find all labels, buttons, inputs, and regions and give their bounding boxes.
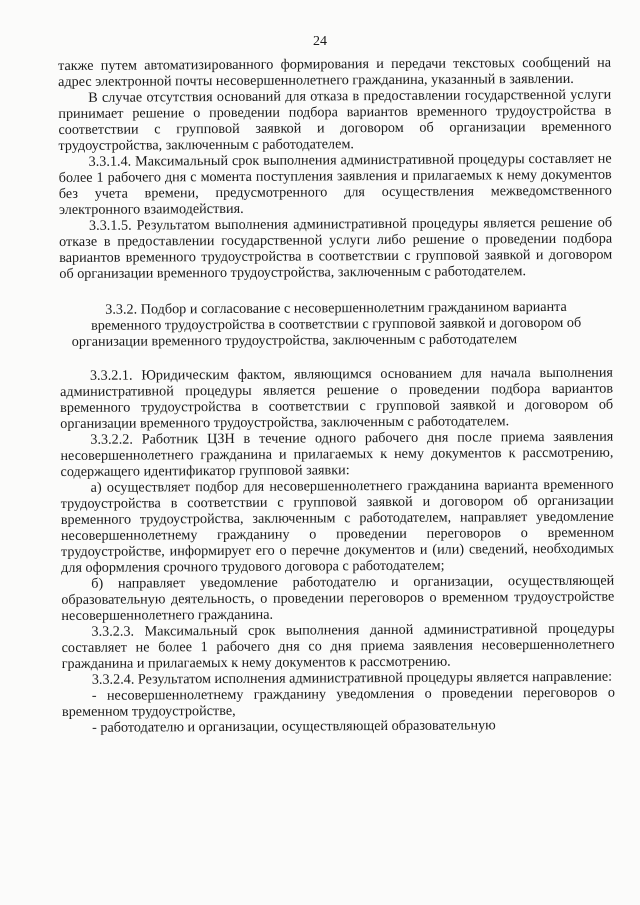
paragraph-3-3-2-3: 3.3.2.3. Максимальный срок выполнения данной административной процедуры составляет не более 1 рабочего дня со дня приема заявления несовершеннолетнего гражданина и прилагаемых к нему документов к рассмотрению. bbox=[61, 620, 615, 672]
dash-item-employer: - работодателю и организации, осуществляющей образовательную bbox=[92, 717, 496, 736]
paragraph-3-3-1-4: 3.3.1.4. Максимальный срок выполнения административной процедуры составляет не более 1 рабочего дня с момента поступления заявления и прилагаемых к нему документов без учета времени, предусмотренного для осуществления межведомственного электронного взаимодействия. bbox=[58, 150, 612, 218]
list-item-a: а) осуществляет подбор для несовершеннолетнего гражданина варианта временного трудоустройства в соответствии с групповой заявкой и договором об организации временного трудоустройства, заключенным с работодателем, направляет уведомление несовершеннолетнему гражданину о проведении переговоров о временном трудоустройстве, информирует его о перечне документов и (или) сведений, необходимых для оформления срочного трудового договора с работодателем; bbox=[60, 476, 615, 576]
list-item-b: б) направляет уведомление работодателю и организации, осуществляющей образовательную деятельность, о проведении переговоров о временном трудоустройстве несовершеннолетнего гражданина. bbox=[61, 572, 615, 624]
page-number: 24 bbox=[313, 34, 327, 49]
dash-item-minor: - несовершеннолетнему гражданину уведомления о проведении переговоров о временном трудоустройстве, bbox=[61, 684, 615, 720]
paragraph-3-3-2-1: 3.3.2.1. Юридическим фактом, являющимся основанием для начала выполнения административной процедуры является решение о проведении подбора вариантов временного трудоустройства в соответствии с групповой заявкой и договором об организации временного трудоустройства, заключенным с работодателем. bbox=[59, 364, 614, 432]
section-heading-3-3-2: 3.3.2. Подбор и согласование с несовершеннолетним гражданином варианта временного трудоустройства в соответствии с групповой заявкой и договором об организации временного трудоустройства, заключенным с работодателем bbox=[71, 298, 582, 350]
paragraph-3-3-2-4: 3.3.2.4. Результатом исполнения административной процедуры является направление: bbox=[91, 668, 613, 688]
paragraph-3-3-1-5: 3.3.1.5. Результатом выполнения административной процедуры является решение об отказе в предоставлении государственной услуги либо решение о проведении подбора вариантов временного трудоустройства в соответствии с групповой заявкой и договором об организации временного трудоустройства, заключенным с работодателем. bbox=[59, 214, 613, 282]
paragraph-3-3-2-2: 3.3.2.2. Работник ЦЗН в течение одного рабочего дня после приема заявления несовершеннолетнего гражданина и прилагаемых к нему документов к рассмотрению, содержащего идентификатор групповой заявки: bbox=[60, 428, 614, 480]
paragraph-decision: В случае отсутствия оснований для отказа в предоставлении государственной услуги принимает решение о проведении подбора вариантов временного трудоустройства в соответствии с групповой заявкой и договором об организации временного трудоустройства, заключенным с работодателем. bbox=[58, 86, 612, 154]
document-body bbox=[58, 55, 615, 736]
paragraph-continuation: также путем автоматизированного формирования и передачи текстовых сообщений на адрес электронной почты несовершеннолетнего гражданина, указанный в заявлении. bbox=[58, 54, 612, 90]
